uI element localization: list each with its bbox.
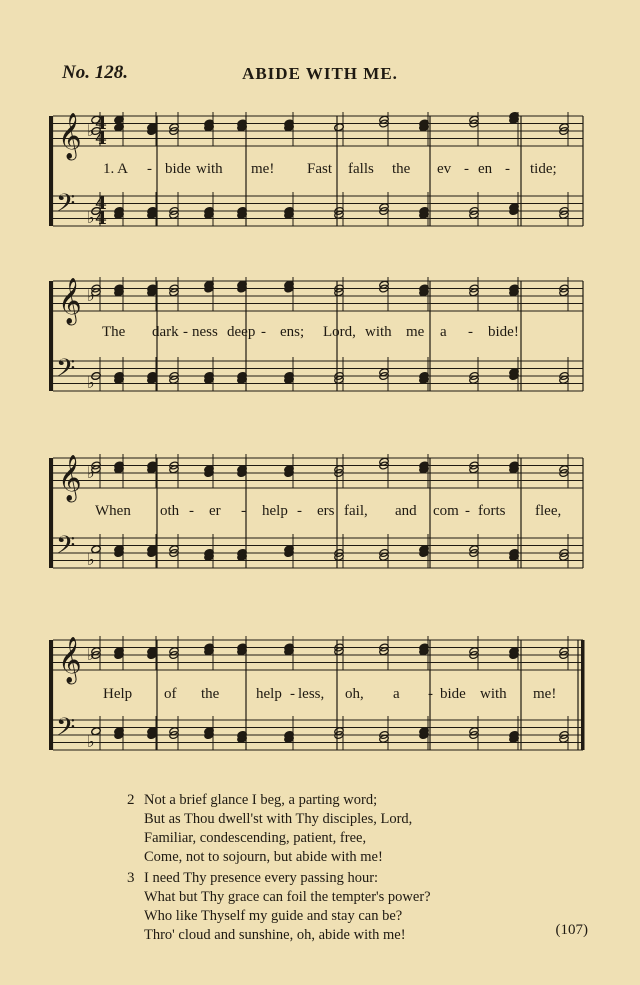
music-system-2	[0, 265, 640, 425]
verse-line: Familiar, condescending, patient, free,	[144, 830, 367, 846]
verse-line: Thro' cloud and sunshine, oh, abide with me!	[144, 927, 406, 943]
lyric-syllable: -	[468, 324, 473, 340]
flat-icon: ♭	[87, 286, 95, 305]
lyric-syllable: me!	[251, 161, 275, 177]
lyric-syllable: -	[465, 503, 470, 519]
lyric-syllable: me	[406, 324, 425, 340]
bass-clef-icon: 𝄢	[56, 354, 76, 389]
lyric-syllable: Help	[103, 686, 133, 702]
lyric-syllable: Fast	[307, 161, 333, 177]
lyric-syllable: falls	[348, 161, 374, 177]
lyric-syllable: ness	[192, 324, 218, 340]
lyric-syllable: fail,	[344, 503, 368, 519]
flat-icon: ♭	[87, 463, 95, 482]
lyric-syllable: help	[262, 503, 288, 519]
lyric-syllable: flee,	[535, 503, 562, 519]
lyric-syllable: -	[290, 686, 295, 702]
verse-line: Come, not to sojourn, but abide with me!	[144, 849, 383, 865]
lyric-syllable: ens;	[280, 324, 305, 340]
flat-icon: ♭	[87, 645, 95, 664]
lyric-syllable: bide!	[488, 324, 519, 340]
lyrics-line-2	[0, 324, 640, 344]
time-signature: 4	[95, 114, 107, 134]
lyric-syllable: of	[164, 686, 177, 702]
lyric-syllable: com	[433, 503, 459, 519]
lyric-syllable: ev	[437, 161, 452, 177]
hymn-title: ABIDE WITH ME.	[242, 64, 398, 83]
lyric-syllable: ers	[317, 503, 335, 519]
bass-clef-icon: 𝄢	[56, 531, 76, 566]
flat-icon: ♭	[87, 208, 95, 227]
flat-icon: ♭	[87, 373, 95, 392]
time-signature: 4	[95, 129, 107, 149]
verse-line: But as Thou dwell'st with Thy disciples, Lord,	[144, 811, 413, 827]
verse-2	[0, 792, 640, 865]
lyric-syllable: with	[196, 161, 223, 177]
treble-clef-icon: 𝄞	[58, 278, 82, 324]
hymn-number: No. 128.	[62, 62, 128, 83]
lyric-syllable: tide;	[530, 161, 557, 177]
lyric-syllable: oth	[160, 503, 180, 519]
lyric-syllable: a	[393, 686, 400, 702]
verse-line: I need Thy presence every passing hour:	[144, 870, 379, 886]
verse-line: Who like Thyself my guide and stay can be?	[144, 908, 403, 924]
lyric-syllable: -	[428, 686, 433, 702]
flat-icon: ♭	[87, 550, 95, 569]
lyric-syllable: -	[183, 324, 188, 340]
lyric-syllable: the	[392, 161, 411, 177]
lyric-syllable: When	[95, 503, 131, 519]
lyric-syllable: 1. A	[103, 161, 129, 177]
flat-icon: ♭	[87, 732, 95, 751]
lyric-syllable: deep	[227, 324, 256, 340]
lyric-syllable: a	[440, 324, 447, 340]
verse-number: 2	[127, 792, 135, 808]
lyric-syllable: forts	[478, 503, 506, 519]
treble-clef-icon: 𝄞	[58, 637, 82, 683]
lyric-syllable: Lord,	[323, 324, 356, 340]
lyrics-line-1	[0, 161, 640, 181]
time-signature: 4	[95, 209, 107, 229]
lyric-syllable: oh,	[345, 686, 364, 702]
lyric-syllable: -	[261, 324, 266, 340]
lyric-syllable: en	[478, 161, 493, 177]
verse-number: 3	[127, 870, 135, 886]
lyric-syllable: The	[102, 324, 126, 340]
lyric-syllable: er	[209, 503, 221, 519]
bass-clef-icon: 𝄢	[56, 189, 76, 224]
lyric-syllable: -	[297, 503, 302, 519]
bass-clef-icon: 𝄢	[56, 713, 76, 748]
time-signature: 4	[95, 194, 107, 214]
lyric-syllable: bide	[440, 686, 466, 702]
lyric-syllable: with	[365, 324, 392, 340]
lyrics-line-3	[0, 503, 640, 523]
lyric-syllable: less,	[298, 686, 325, 702]
lyric-syllable: -	[147, 161, 152, 177]
page-number: (107)	[555, 922, 588, 938]
treble-clef-icon: 𝄞	[58, 113, 82, 159]
lyric-syllable: -	[189, 503, 194, 519]
lyric-syllable: -	[505, 161, 510, 177]
lyric-syllable: -	[464, 161, 469, 177]
lyric-syllable: bide	[165, 161, 191, 177]
verse-line: Not a brief glance I beg, a parting word;	[144, 792, 378, 808]
lyric-syllable: the	[201, 686, 220, 702]
verse-line: What but Thy grace can foil the tempter's power?	[144, 889, 431, 905]
verse-3	[0, 870, 640, 943]
lyric-syllable: me!	[533, 686, 557, 702]
lyric-syllable: with	[480, 686, 507, 702]
lyric-syllable: -	[241, 503, 246, 519]
lyric-syllable: and	[395, 503, 417, 519]
treble-clef-icon: 𝄞	[58, 455, 82, 501]
flat-icon: ♭	[87, 121, 95, 140]
lyrics-line-4	[0, 686, 640, 706]
lyric-syllable: dark	[152, 324, 179, 340]
lyric-syllable: help	[256, 686, 282, 702]
